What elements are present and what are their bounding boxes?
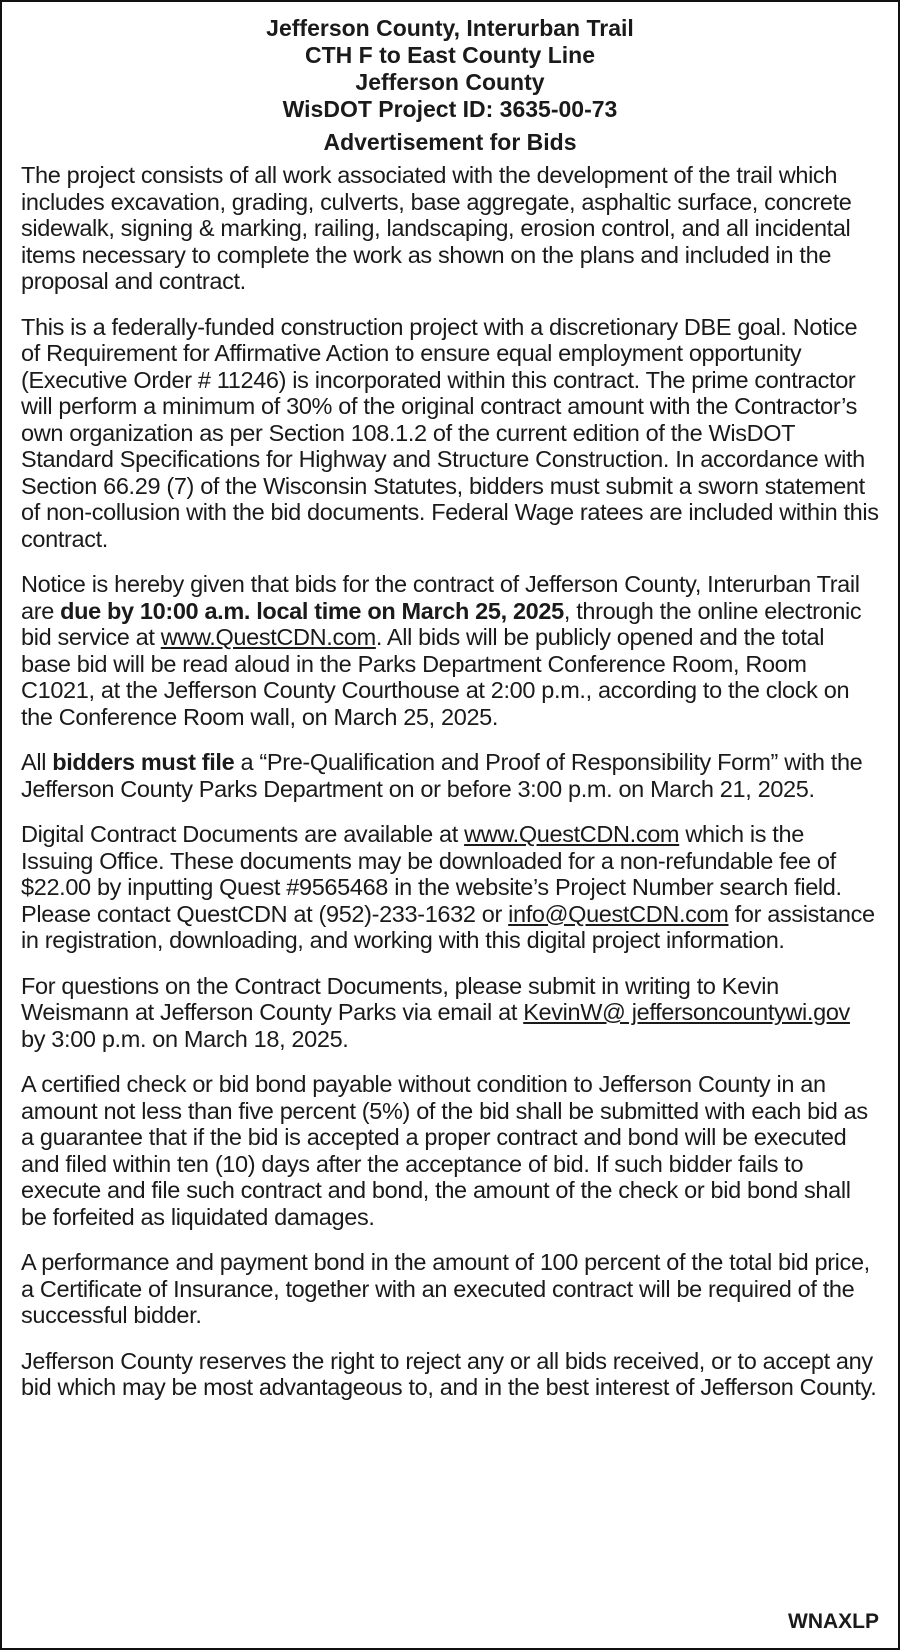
paragraph-federal-funding: This is a federally-funded construction project with a discretionary DBE goal. Notice of Requirement for Affirmative Action to ensure equal employment opportunity (Executive Order # 11246) is incorporated within this contract. The prime contractor will perform a minimum of 30% of the original contract amount with the Contractor’s own organization as per Section 108.1.2 of the current edition of the WisDOT Standard Specifications for Highway and Structure Construction. In accordance with Section 66.29 (7) of the Wisconsin Statutes, bidders must submit a sworn statement of non-collusion with the bid documents. Federal Wage ratees are included within this contract. [21, 313, 879, 552]
paragraph-bid-deadline [21, 571, 879, 730]
paragraph-prequalification [21, 749, 879, 802]
bidders-must-file-bold: bidders must file [52, 749, 235, 775]
notice-body [2, 162, 898, 1401]
text: Notice is hereby given that bids for the contract of Jefferson County, Interurban Trail are [21, 571, 860, 624]
paragraph-reservation: Jefferson County reserves the right to reject any or all bids received, or to accept any bid which may be most advantageous to, and in the best interest of Jefferson County. [21, 1347, 877, 1400]
header-line-3: Jefferson County [355, 69, 545, 95]
paragraph-digital-documents [21, 821, 879, 954]
text: by 3:00 p.m. on March 18, 2025. [21, 1025, 349, 1052]
header-line-1: Jefferson County, Interurban Trail [266, 15, 634, 41]
text: Digital Contract Documents are available at [21, 821, 465, 847]
paragraph-project-scope: The project consists of all work associated with the development of the trail which includes excavation, grading, culverts, base aggregate, asphaltic surface, concrete sidewalk, signing & marking, railing, landscaping, erosion control, and all incidental items necessary to complete the work as shown on the plans and included in the proposal and contract. [21, 162, 852, 294]
paragraph-performance-bond: A performance and payment bond in the amount of 100 percent of the total bid price, a Certificate of Insurance, together with an executed contract will be required of the successful bidder. [21, 1249, 870, 1328]
questcdn-email-link[interactable]: info@QuestCDN.com [508, 900, 729, 927]
contact-email-link[interactable]: KevinW@ jeffersoncountywi.gov [523, 999, 850, 1025]
text: for assistance in registration, downloading, and working with this digital project information. [21, 900, 875, 953]
text: . All bids will be publicly opened and the total base bid will be read aloud in the Parks Department Conference Room, Room C1021, at the Jefferson County Courthouse at 2:00 p.m., according to the clock on the Conference Room wall, on March 25, 2025. [21, 624, 850, 730]
text: , through the online electronic bid service at [21, 597, 862, 650]
bid-deadline-bold: due by 10:00 a.m. local time on March 25, 2025 [60, 597, 564, 624]
header-line-4: WisDOT Project ID: 3635-00-73 [282, 96, 618, 122]
paragraph-questions [21, 973, 879, 1053]
notice-subtitle: Advertisement for Bids [323, 129, 577, 155]
paragraph-bid-bond: A certified check or bid bond payable without condition to Jefferson County in an amount not less than five percent (5%) of the bid shall be submitted with each bid as a guarantee that if the bid is accepted a proper contract and bond will be executed and filed within ten (10) days after the acceptance of bid. If such bidder fails to execute and file such contract and bond, the amount of the check or bid bond shall be forfeited as liquidated damages. [21, 1071, 868, 1230]
text: For questions on the Contract Documents, please submit in writing to Kevin Weismann at Jefferson County Parks via email at [21, 972, 779, 1025]
questcdn-link[interactable]: www.QuestCDN.com [160, 624, 376, 650]
notice-header [2, 2, 898, 123]
text: a “Pre-Qualification and Proof of Responsibility Form” with the Jefferson County Parks Department on or before 3:00 p.m. on March 21, 2025. [21, 749, 863, 802]
publication-code: WNAXLP [788, 1610, 879, 1633]
questcdn-link[interactable]: www.QuestCDN.com [464, 821, 680, 847]
text: which is the Issuing Office. These documents may be downloaded for a non-refundable fee of $22.00 by inputting Quest #9565468 in the website’s Project Number search field. Please contact QuestCDN at (952)-233-1632 or [21, 821, 842, 927]
header-line-2: CTH F to East County Line [304, 42, 596, 68]
text: All [21, 749, 53, 775]
